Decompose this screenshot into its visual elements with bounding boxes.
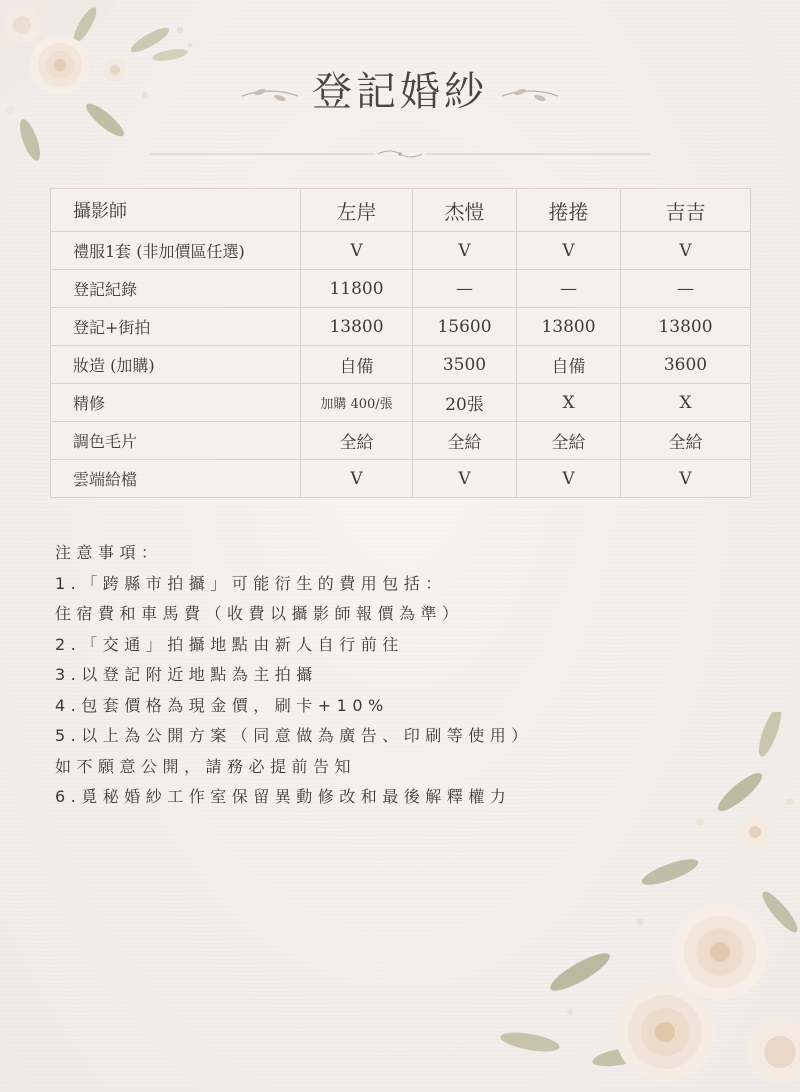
table-cell: 全給: [413, 422, 517, 460]
table-row: [51, 346, 751, 384]
table-cell: X: [517, 384, 621, 422]
table-cell: V: [413, 232, 517, 270]
table-row: [51, 270, 751, 308]
header-col: 吉吉: [621, 189, 751, 232]
notes-section: [55, 538, 615, 813]
table-cell: 自備: [517, 346, 621, 384]
note-line: 住宿費和車馬費（收費以攝影師報價為準）: [55, 604, 464, 623]
row-label: 妝造 (加購): [51, 346, 301, 384]
row-label: 登記+街拍: [51, 308, 301, 346]
note-line: 3.以登記附近地點為主拍攝: [55, 665, 318, 684]
table-row: [51, 308, 751, 346]
row-label: 雲端給檔: [51, 460, 301, 498]
table-cell: X: [621, 384, 751, 422]
table-cell: 全給: [621, 422, 751, 460]
table-row: [51, 232, 751, 270]
table-cell: V: [621, 232, 751, 270]
row-label: 精修: [51, 384, 301, 422]
note-line: 6.覓秘婚紗工作室保留異動修改和最後解釋權力: [55, 787, 512, 806]
table-cell: V: [517, 460, 621, 498]
table-cell: 全給: [301, 422, 413, 460]
table-cell: V: [517, 232, 621, 270]
table-header-row: [51, 189, 751, 232]
table-row: [51, 384, 751, 422]
table-cell: —: [517, 270, 621, 308]
table-cell: 3500: [413, 346, 517, 384]
table-cell: 20張: [413, 384, 517, 422]
table-cell: V: [621, 460, 751, 498]
table-row: [51, 460, 751, 498]
table-cell: 11800: [301, 270, 413, 308]
note-line: 如不願意公開，請務必提前告知: [55, 756, 357, 776]
note-line: 1.「跨縣市拍攝」可能衍生的費用包括：: [55, 573, 447, 593]
header-col: 杰愷: [413, 189, 517, 232]
notes-heading: 注意事項：: [55, 543, 163, 562]
table-cell: 自備: [301, 346, 413, 384]
table-cell: 3600: [621, 346, 751, 384]
table-cell: —: [413, 270, 517, 308]
title-divider: [150, 148, 650, 160]
table-cell: 全給: [517, 422, 621, 460]
price-table: [50, 188, 751, 498]
header-photographer: 攝影師: [51, 189, 301, 232]
table-row: [51, 422, 751, 460]
row-label: 調色毛片: [51, 422, 301, 460]
table-cell: 15600: [413, 308, 517, 346]
row-label: 禮服1套 (非加價區任選): [51, 232, 301, 270]
table-cell: V: [301, 460, 413, 498]
title-ornament-icon: [240, 82, 560, 106]
header-col: 捲捲: [517, 189, 621, 232]
table-cell: 13800: [621, 308, 751, 346]
table-cell: 加購 400/張: [301, 384, 413, 422]
table-cell: —: [621, 270, 751, 308]
table-cell: V: [413, 460, 517, 498]
header-col: 左岸: [301, 189, 413, 232]
note-line: 4.包套價格為現金價，刷卡+10%: [55, 695, 389, 715]
table-cell: 13800: [301, 308, 413, 346]
table-cell: V: [301, 232, 413, 270]
row-label: 登記紀錄: [51, 270, 301, 308]
page-title: 登記婚紗: [312, 69, 488, 115]
table-cell: 13800: [517, 308, 621, 346]
note-line: 5.以上為公開方案（同意做為廣告、印刷等使用）: [55, 726, 533, 745]
note-line: 2.「交通」拍攝地點由新人自行前往: [55, 634, 404, 654]
